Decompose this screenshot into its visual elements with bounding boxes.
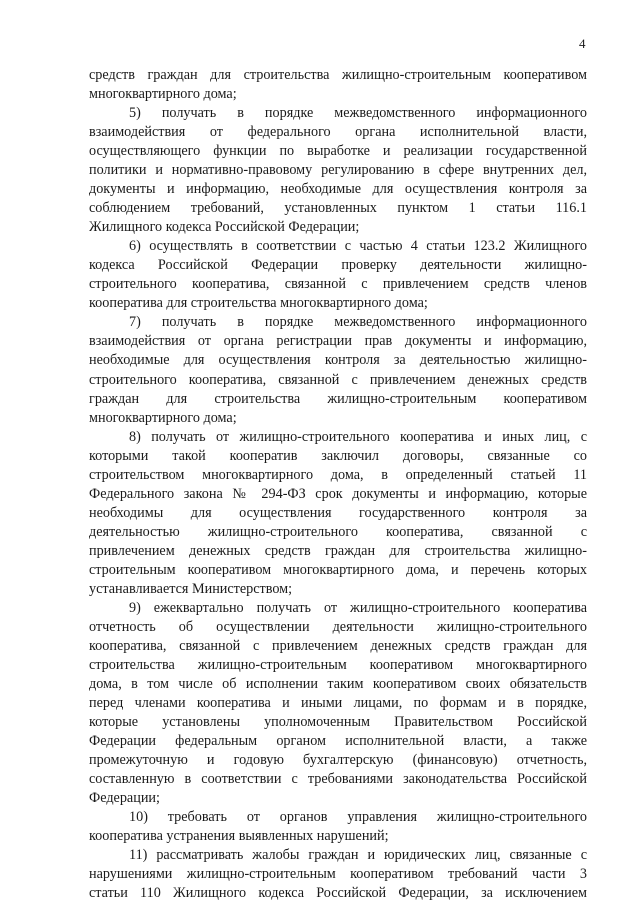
text-line: Жилищного кодекса Российской Федерации; (89, 219, 360, 236)
text-line: многоквартирного дома; (89, 86, 237, 103)
text-line: деятельностью жилищно-строительного кооператива, связанной с (89, 523, 587, 540)
text-line: многоквартирного дома; (89, 409, 237, 426)
text-line: строительного кооператива, связанной с привлечением средств членов (89, 276, 587, 293)
text-line: осуществляющего функции по выработке и реализации государственной (89, 143, 587, 160)
text-line: устанавливается Министерством; (89, 580, 293, 597)
text-line: граждан для строительства жилищно-строительным кооперативом (89, 390, 587, 407)
text-line: кооператива устранения выявленных нарушений; (89, 828, 389, 845)
text-line: 6) осуществлять в соответствии с частью 4 статьи 123.2 Жилищного (129, 238, 587, 255)
text-line: 11) рассматривать жалобы граждан и юридических лиц, связанные с (129, 847, 587, 864)
text-line: 9) ежеквартально получать от жилищно-строительного кооператива (129, 599, 587, 616)
page-number: 4 (579, 36, 586, 51)
text-line: отчетность об осуществлении деятельности жилищно-строительного (89, 618, 587, 635)
text-line: Федерации федеральным органом исполнительной власти, а также (89, 733, 587, 750)
text-line: статьи 110 Жилищного кодекса Российской Федерации, за исключением (89, 885, 587, 902)
text-line: 5) получать в порядке межведомственного информационного (129, 105, 587, 122)
text-line: документы и информацию, необходимые для осуществления контроля за (89, 181, 587, 198)
text-line: промежуточную и годовую бухгалтерскую (финансовую) отчетность, (89, 752, 587, 769)
text-line: кооператива для строительства многоквартирного дома; (89, 295, 428, 312)
text-line: нарушениями жилищно-строительным кооперативом требований части 3 (89, 866, 587, 883)
text-line: строительным кооперативом многоквартирного дома, и перечень которых (89, 561, 587, 578)
document-body (89, 66, 587, 903)
text-line: дома, в том числе об исполнении таким кооперативом своих обязательств (89, 676, 587, 692)
text-line: кооператива, связанной с привлечением денежных средств граждан для (89, 637, 587, 654)
text-line: 10) требовать от органов управления жилищно-строительного (129, 809, 587, 826)
text-line: 8) получать от жилищно-строительного кооператива и иных лиц, с (129, 428, 587, 445)
text-line: Федерации; (89, 790, 160, 807)
text-line: строительного кооператива, связанной с привлечением денежных средств (89, 371, 587, 388)
text-line: которые установлены уполномоченным Правительством Российской (89, 714, 587, 731)
text-line: соблюдением требований, установленных пунктом 1 статьи 116.1 (89, 200, 587, 217)
text-line: необходимы для осуществления государственного контроля за (89, 504, 587, 521)
text-line: составленную в соответствии с требованиями законодательства Российской (89, 771, 587, 788)
text-line: строительства жилищно-строительным кооперативом многоквартирного (89, 656, 587, 673)
text-line: политики и нормативно-правовому регулированию в сфере внутренних дел, (89, 162, 587, 179)
text-line: привлечением денежных средств граждан для строительства жилищно- (89, 542, 587, 559)
text-line: 7) получать в порядке межведомственного информационного (129, 314, 587, 331)
text-line: строительством многоквартирного дома, в определенный статьей 11 (89, 466, 587, 483)
text-line: кодекса Российской Федерации проверку деятельности жилищно- (89, 257, 587, 274)
text-line: необходимые для осуществления контроля за деятельностью жилищно- (89, 352, 587, 369)
text-line: Федерального закона № 294-ФЗ срок документы и информацию, которые (89, 485, 587, 502)
text-line: которыми такой кооператив заключил договоры, связанные со (89, 447, 587, 464)
text-line: перед членами кооператива и иными лицами, по формам и в порядке, (89, 695, 587, 712)
text-line: средств граждан для строительства жилищно-строительным кооперативом (89, 67, 587, 83)
text-line: взаимодействия от федерального органа исполнительной власти, (89, 124, 587, 141)
text-line: взаимодействия от органа регистрации прав документы и информацию, (89, 333, 587, 350)
